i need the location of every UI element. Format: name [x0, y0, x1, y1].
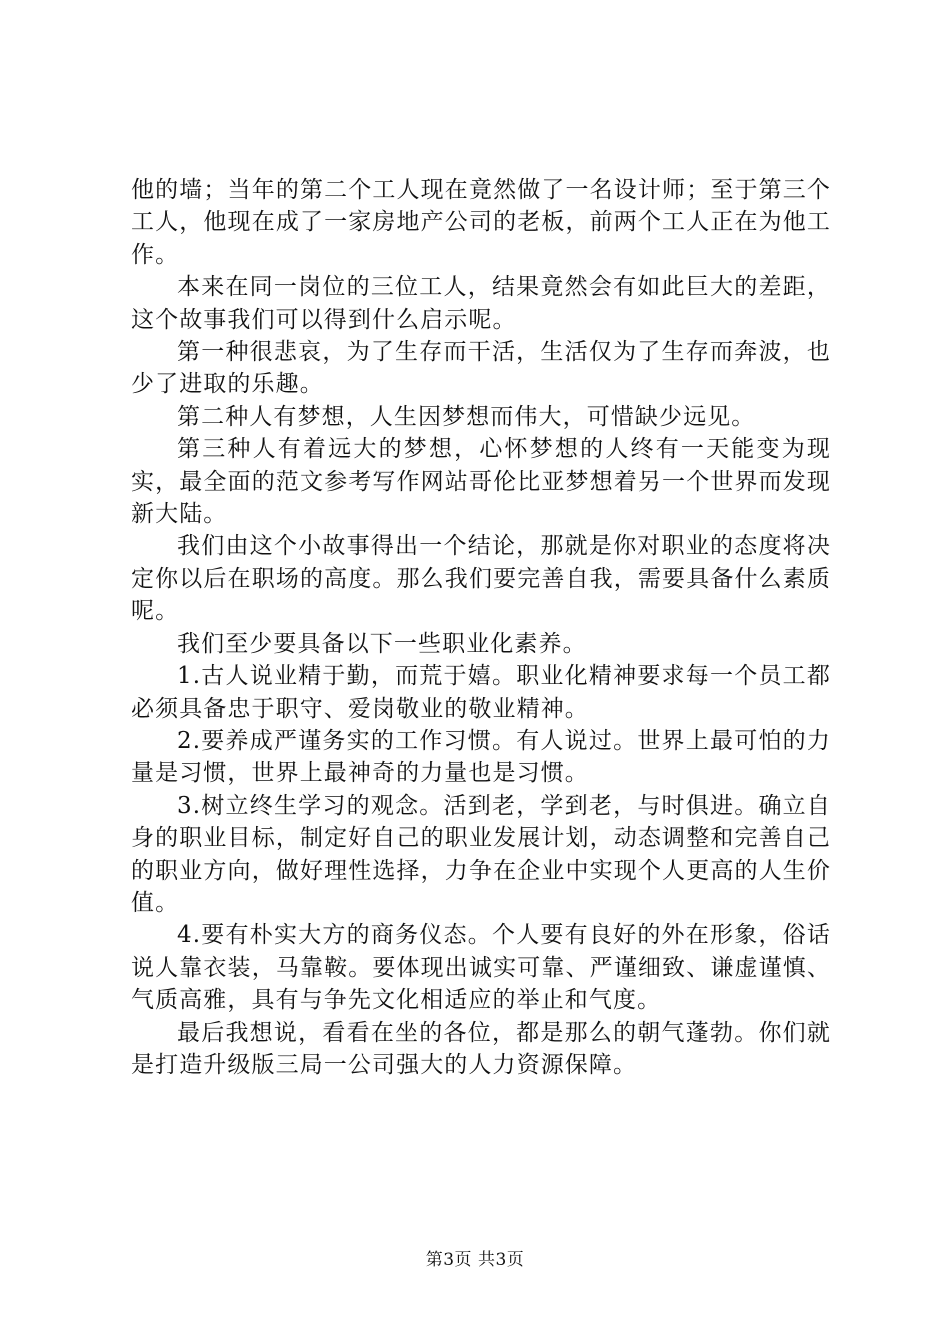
paragraph-6: 我们由这个小故事得出一个结论，那就是你对职业的态度将决定你以后在职场的高度。那么我们要完善自我，需要具备什么素质呢。	[131, 533, 831, 625]
paragraph-9: 2.要养成严谨务实的工作习惯。有人说过。世界上最可怕的力量是习惯，世界上最神奇的力量也是习惯。	[131, 727, 831, 787]
paragraph-12: 最后我想说，看看在坐的各位，都是那么的朝气蓬勃。你们就是打造升级版三局一公司强大的人力资源保障。	[131, 1019, 831, 1078]
paragraph-8: 1.古人说业精于勤，而荒于嬉。职业化精神要求每一个员工都必须具备忠于职守、爱岗敬业的敬业精神。	[131, 663, 831, 722]
paragraph-7: 我们至少要具备以下一些职业化素养。	[177, 630, 587, 657]
document-body	[131, 174, 831, 1081]
paragraph-1: 他的墙；当年的第二个工人现在竟然做了一名设计师；至于第三个工人，他现在成了一家房地产公司的老板，前两个工人正在为他工作。	[131, 177, 831, 268]
paragraph-11: 4.要有朴实大方的商务仪态。个人要有良好的外在形象，俗话说人靠衣装，马靠鞍。要体现出诚实可靠、严谨细致、谦虚谨慎、气质高雅，具有与争先文化相适应的举止和气度。	[131, 922, 831, 1014]
paragraph-4: 第二种人有梦想，人生因梦想而伟大，可惜缺少远见。	[177, 403, 756, 430]
paragraph-3: 第一种很悲哀，为了生存而干活，生活仅为了生存而奔波，也少了进取的乐趣。	[131, 339, 831, 398]
paragraph-2: 本来在同一岗位的三位工人，结果竟然会有如此巨大的差距，这个故事我们可以得到什么启示呢。	[131, 274, 831, 333]
paragraph-10: 3.树立终生学习的观念。活到老，学到老，与时俱进。确立自身的职业目标，制定好自己的职业发展计划，动态调整和完善自己的职业方向，做好理性选择，力争在企业中实现个人更高的人生价值。	[131, 792, 831, 916]
paragraph-5: 第三种人有着远大的梦想，心怀梦想的人终有一天能变为现实，最全面的范文参考写作网站哥伦比亚梦想着另一个世界而发现新大陆。	[131, 436, 831, 528]
page-footer: 第3页 共3页	[425, 1250, 525, 1270]
